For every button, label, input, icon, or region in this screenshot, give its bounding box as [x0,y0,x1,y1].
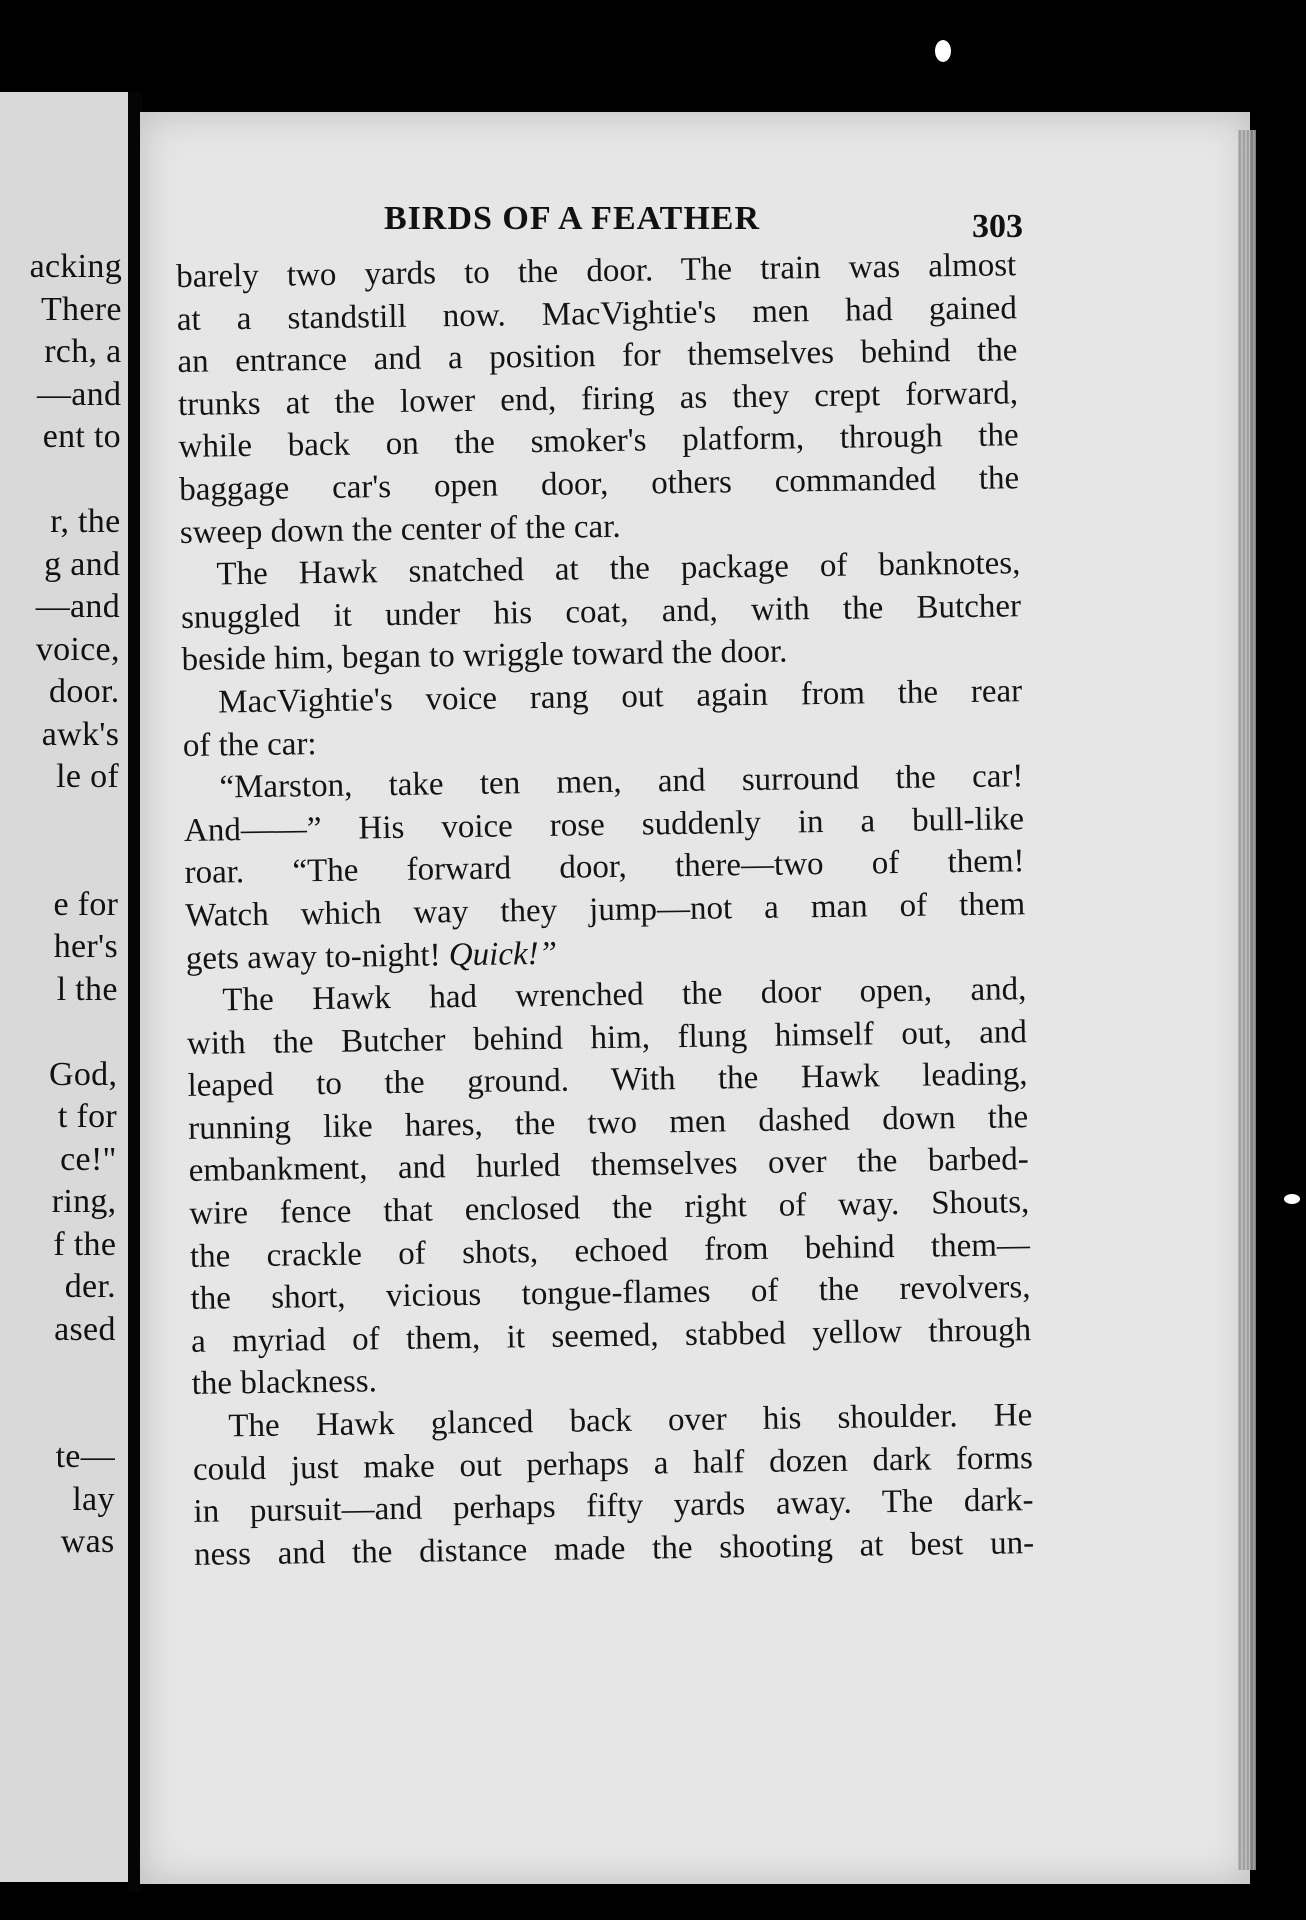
text-line: running like hares, the two men dashed down the [187,1099,1029,1147]
left-page-line: There [40,290,122,328]
left-page-line: awk's [41,715,120,753]
left-page-line: der. [64,1268,116,1305]
text-line: embankment, and hurled themselves over the barbed- [188,1141,1029,1190]
text-line: at a standstill now. MacVightie's men had gained [176,289,1018,338]
left-page-line: her's [53,928,118,965]
text-line: beside him, began to wriggle toward the door. [181,633,788,679]
left-page-line: rch, a [44,333,122,370]
left-page-line: e for [53,885,119,923]
scan-speck [1284,1194,1300,1204]
left-page-line: ased [54,1310,116,1348]
text-line: while back on the smoker's platform, through the [178,417,1019,466]
text-line: gets away to-night! Quick!” [185,935,558,977]
text-line: roar. “The forward door, there—two of them! [184,843,1025,892]
text-line: ness and the distance made the shooting at best un- [193,1524,1035,1573]
left-page-line: —and [36,375,122,413]
page-number: 303 [972,208,1023,245]
text-line: sweep down the center of the car. [179,508,621,551]
left-page-line: f the [53,1225,117,1263]
text-line: the short, vicious tongue-flames of the revolvers, [190,1269,1031,1318]
text-line: The Hawk had wrenched the door open, and, [222,971,1027,1019]
left-page-line: lay [72,1480,115,1518]
left-page-line: acking [29,248,122,285]
text-line: The Hawk glanced back over his shoulder. He [228,1397,1033,1445]
scan-speck [935,40,951,62]
text-line: an entrance and a position for themselves behind the [177,332,1018,381]
left-page-line: ent to [42,418,121,455]
text-line: wire fence that enclosed the right of way. Shouts, [189,1184,1030,1232]
text-line: And——” His voice rose suddenly in a bull-like [183,800,1025,849]
left-page-line: r, the [50,503,121,540]
left-page-line: g and [44,545,121,583]
left-page-line: le of [56,758,119,795]
text-line: snuggled it under his coat, and, with the Butcher [180,587,1022,636]
text-line: leaped to the ground. With the Hawk leading, [187,1056,1028,1105]
left-page-line: was [60,1523,115,1560]
left-page-line: ring, [51,1183,117,1220]
page-edges [1238,130,1256,1870]
text-line: with the Butcher behind him, flung himself out, and [186,1013,1028,1062]
text-line: “Marston, take ten men, and surround the car! [219,758,1024,806]
text-line: baggage car's open door, others commanded the [179,460,1020,508]
text-line: The Hawk snatched at the package of banknotes, [216,545,1021,593]
text-line: Watch which way they jump—not a man of them [184,886,1026,934]
left-page-line: t for [57,1098,117,1135]
text-line: barely two yards to the door. The train was almost [176,247,1017,295]
left-page-line: ce!" [60,1140,117,1178]
text-line: of the car: [182,725,317,764]
left-page-line: —and [35,588,120,625]
left-page-line: l the [56,970,118,1008]
text-line: MacVightie's voice rang out again from the rear [217,673,1023,721]
left-page-line: God, [48,1055,118,1093]
left-page-line: voice, [35,630,120,668]
text-line: the crackle of shots, echoed from behind them— [189,1226,1031,1275]
text-line: in pursuit—and perhaps fifty yards away. The dark- [193,1482,1034,1531]
running-head: BIRDS OF A FEATHER [384,200,761,237]
left-page-line: te— [55,1438,115,1475]
body-text [176,244,1034,1576]
text-line: a myriad of them, it seemed, stabbed yellow through [190,1312,1032,1360]
left-page-fragment [0,92,131,1882]
text-line: trunks at the lower end, firing as they crept forward, [177,375,1019,423]
text-line: could just make out perhaps a half dozen dark forms [192,1439,1034,1488]
left-page-line: door. [49,673,120,710]
text-line: the blackness. [191,1363,378,1403]
